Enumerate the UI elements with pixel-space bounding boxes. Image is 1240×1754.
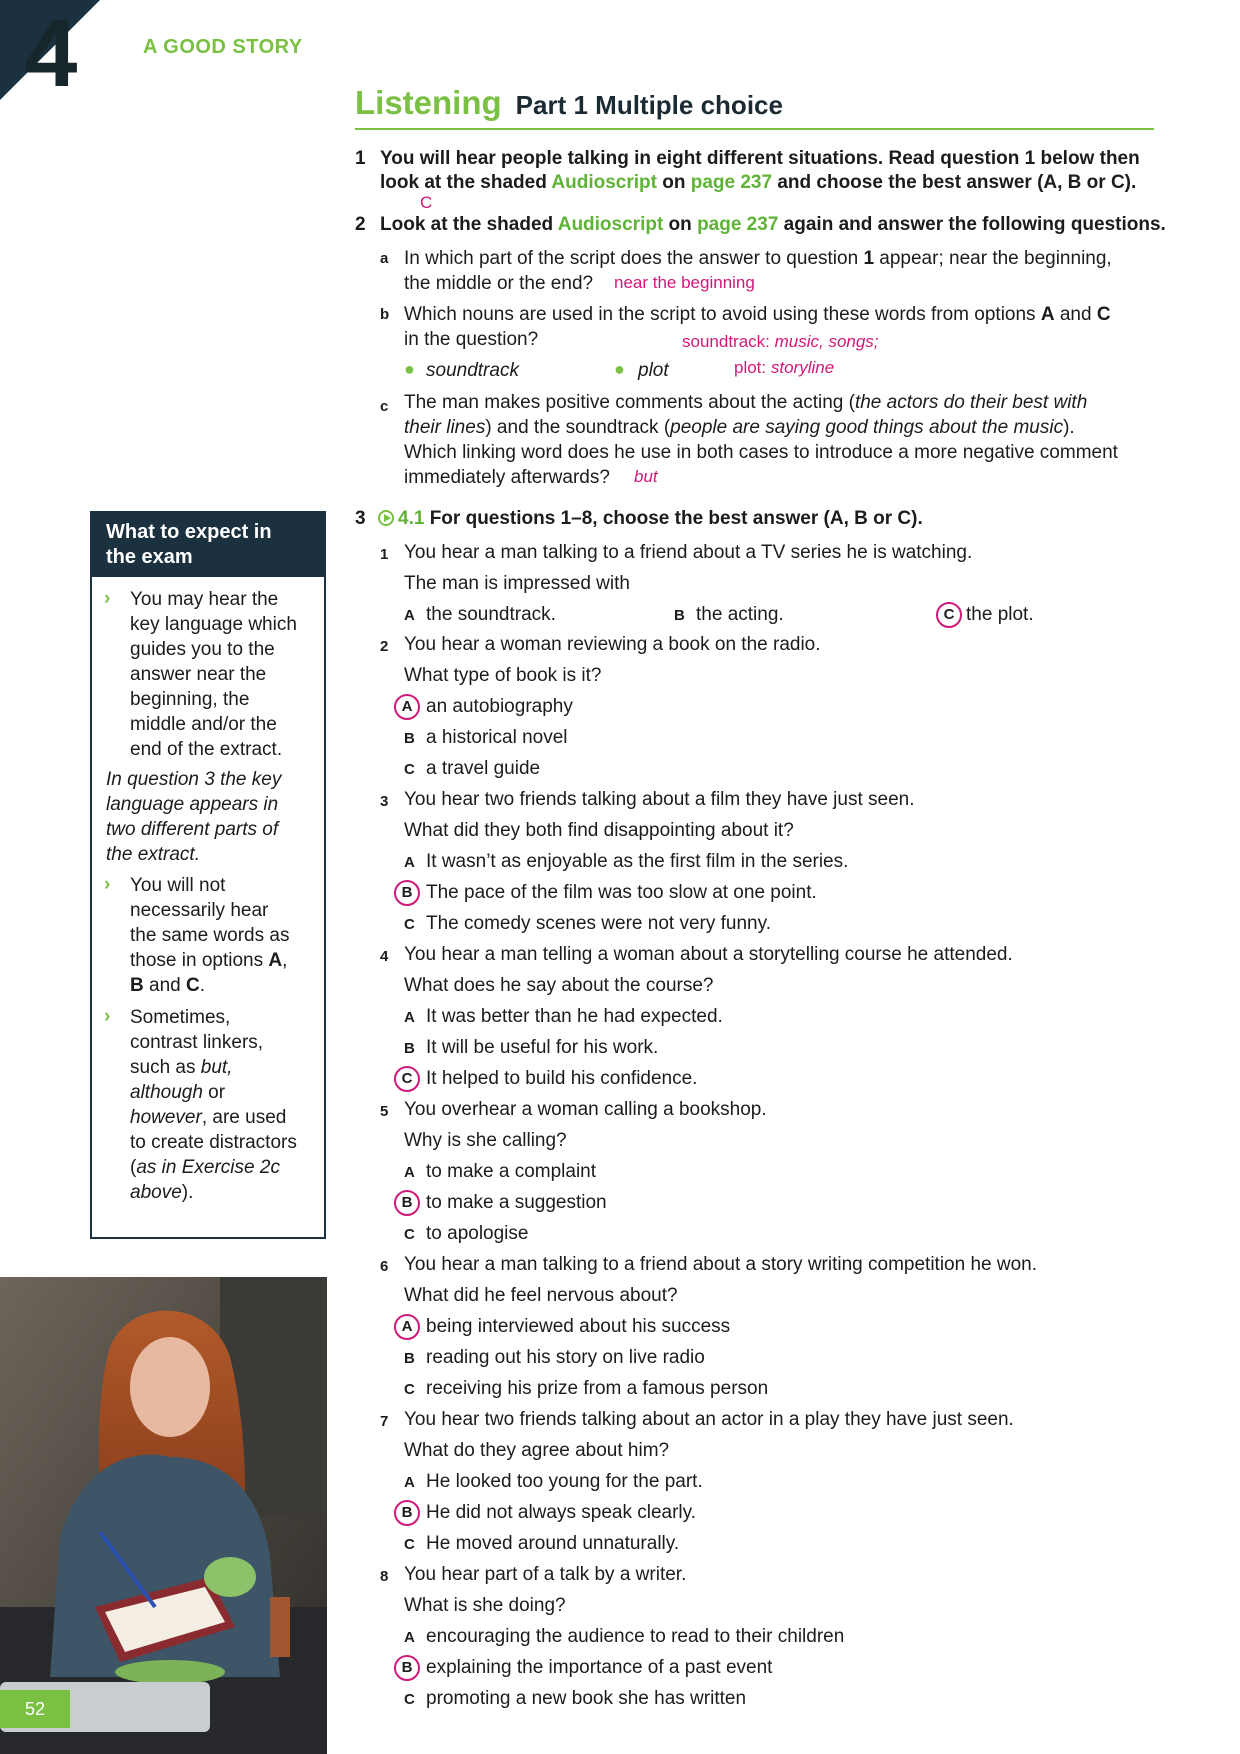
question-text: What do they agree about him? bbox=[404, 1440, 670, 1461]
option-b[interactable]: B He did not always speak clearly. bbox=[394, 1500, 696, 1525]
unit-number: 4 bbox=[24, 0, 74, 107]
ex3-number: 3 bbox=[355, 508, 366, 529]
bullet-icon: ● bbox=[614, 359, 625, 379]
ex2c-line2: their lines) and the soundtrack (people are saying good things about the music). bbox=[404, 417, 1075, 438]
bullet-icon: ● bbox=[404, 359, 415, 379]
tip-note: In question 3 the key language appears in two different parts of the extract. bbox=[106, 769, 282, 865]
ex2a-line2: the middle or the end? bbox=[404, 273, 594, 294]
ex2b-line1: Which nouns are used in the script to avoid using these words from options A and C bbox=[404, 304, 1111, 325]
ex2b-line2: in the question? bbox=[404, 329, 539, 350]
question-number: 7 bbox=[380, 1413, 389, 1430]
question-stem: You hear part of a talk by a writer. bbox=[404, 1564, 687, 1585]
chevron-right-icon: › bbox=[104, 874, 111, 895]
ex2c-label: c bbox=[380, 398, 389, 415]
option-b[interactable]: B The pace of the film was too slow at one point. bbox=[394, 880, 817, 905]
ex2b-label: b bbox=[380, 306, 390, 323]
option-a[interactable]: A It wasn’t as enjoyable as the first film in the series. bbox=[404, 851, 849, 872]
section-subtitle: Part 1 Multiple choice bbox=[515, 90, 783, 120]
option-a[interactable]: A It was better than he had expected. bbox=[404, 1006, 723, 1027]
answer-circle: B bbox=[394, 1500, 420, 1526]
option-c[interactable]: C The comedy scenes were not very funny. bbox=[404, 913, 771, 934]
question-stem: You hear a man telling a woman about a storytelling course he attended. bbox=[404, 944, 1013, 965]
unit-title: A GOOD STORY bbox=[143, 36, 303, 58]
chevron-right-icon: › bbox=[104, 588, 111, 609]
question-text: What does he say about the course? bbox=[404, 975, 714, 996]
option-a[interactable]: A encouraging the audience to read to their children bbox=[404, 1626, 845, 1647]
question-number: 5 bbox=[380, 1103, 389, 1120]
question-stem: You hear a man talking to a friend about a story writing competition he won. bbox=[404, 1254, 1038, 1275]
question-number: 1 bbox=[380, 546, 389, 563]
option-a[interactable]: A the soundtrack. bbox=[404, 604, 556, 625]
ex3-heading: 4.1 For questions 1–8, choose the best answer (A, B or C). bbox=[378, 506, 923, 531]
question-number: 2 bbox=[380, 638, 389, 655]
section-title: Listening bbox=[355, 84, 502, 121]
tip-point-2: You will not necessarily hear the same words as those in options A, B and C. bbox=[130, 875, 290, 996]
ex1-line1: You will hear people talking in eight different situations. Read question 1 below then bbox=[380, 148, 1140, 169]
section-heading bbox=[355, 84, 783, 122]
question-text: What did they both find disappointing about it? bbox=[404, 820, 794, 841]
ex2a-label: a bbox=[380, 250, 389, 267]
question-stem: You hear a man talking to a friend about a TV series he is watching. bbox=[404, 542, 973, 563]
ex2c-line1: The man makes positive comments about the acting (the actors do their best with bbox=[404, 392, 1088, 413]
option-c[interactable]: C the plot. bbox=[936, 602, 1034, 627]
question-text: What did he feel nervous about? bbox=[404, 1285, 678, 1306]
question-number: 8 bbox=[380, 1568, 389, 1585]
ex1-line2: look at the shaded Audioscript on page 237 and choose the best answer (A, B or C). bbox=[380, 172, 1137, 193]
question-text: Why is she calling? bbox=[404, 1130, 567, 1151]
option-a[interactable]: A He looked too young for the part. bbox=[404, 1471, 703, 1492]
ex2a-line1: In which part of the script does the answer to question 1 appear; near the beginning, bbox=[404, 248, 1112, 269]
audioscript-link[interactable]: Audioscript bbox=[557, 214, 664, 235]
option-c[interactable]: C a travel guide bbox=[404, 758, 541, 779]
tip-point-1: You may hear the key language which guides you to the answer near the beginning, the middle and/or the end of the extract. bbox=[130, 589, 297, 760]
question-number: 6 bbox=[380, 1258, 389, 1275]
question-number: 4 bbox=[380, 948, 389, 965]
chevron-right-icon: › bbox=[104, 1006, 111, 1027]
ex2b-word1: soundtrack bbox=[426, 360, 519, 381]
question-text: What type of book is it? bbox=[404, 665, 602, 686]
option-c[interactable]: C It helped to build his confidence. bbox=[394, 1066, 697, 1091]
ex1-number: 1 bbox=[355, 148, 366, 169]
ex2b-answer1: soundtrack: music, songs; bbox=[682, 332, 879, 351]
ex2c-answer: but bbox=[634, 467, 658, 486]
option-a[interactable]: A to make a complaint bbox=[404, 1161, 597, 1182]
question-text: The man is impressed with bbox=[404, 573, 630, 594]
question-stem: You hear two friends talking about an actor in a play they have just seen. bbox=[404, 1409, 1014, 1430]
option-c[interactable]: C He moved around unnaturally. bbox=[404, 1533, 680, 1554]
answer-circle: C bbox=[394, 1066, 420, 1092]
photo-woman-writing bbox=[0, 1277, 327, 1754]
exam-tip-title: What to expect in the exam bbox=[106, 521, 272, 568]
audio-play-icon[interactable] bbox=[378, 510, 394, 526]
answer-circle: A bbox=[394, 1314, 420, 1340]
option-b[interactable]: B explaining the importance of a past event bbox=[394, 1655, 772, 1680]
ex2b-answer2: plot: storyline bbox=[734, 358, 835, 377]
answer-circle: C bbox=[936, 602, 962, 628]
option-b[interactable]: B the acting. bbox=[674, 604, 784, 625]
question-stem: You hear two friends talking about a film they have just seen. bbox=[404, 789, 915, 810]
option-c[interactable]: C receiving his prize from a famous person bbox=[404, 1378, 769, 1399]
ex2c-line3: Which linking word does he use in both cases to introduce a more negative comment bbox=[404, 442, 1118, 463]
option-b[interactable]: B to make a suggestion bbox=[394, 1190, 607, 1215]
question-text: What is she doing? bbox=[404, 1595, 566, 1616]
audioscript-link[interactable]: Audioscript bbox=[551, 172, 657, 193]
option-c[interactable]: C to apologise bbox=[404, 1223, 529, 1244]
question-number: 3 bbox=[380, 793, 389, 810]
ex2a-answer: near the beginning bbox=[614, 273, 755, 292]
ex2b-word2: plot bbox=[638, 360, 669, 381]
page-link[interactable]: page 237 bbox=[697, 214, 779, 235]
option-b[interactable]: B reading out his story on live radio bbox=[404, 1347, 705, 1368]
option-b[interactable]: B a historical novel bbox=[404, 727, 568, 748]
question-stem: You overhear a woman calling a bookshop. bbox=[404, 1099, 767, 1120]
answer-circle: B bbox=[394, 880, 420, 906]
page-number: 52 bbox=[24, 1699, 46, 1719]
answer-circle: B bbox=[394, 1190, 420, 1216]
audio-track[interactable]: 4.1 bbox=[398, 508, 425, 529]
question-stem: You hear a woman reviewing a book on the radio. bbox=[404, 634, 821, 655]
ex2-instruction: Look at the shaded Audioscript on page 237 again and answer the following questions. bbox=[380, 214, 1166, 235]
option-a[interactable]: A being interviewed about his success bbox=[394, 1314, 730, 1339]
ex2c-line4: immediately afterwards? bbox=[404, 467, 610, 488]
option-b[interactable]: B It will be useful for his work. bbox=[404, 1037, 659, 1058]
section-rule bbox=[355, 128, 1154, 130]
option-c[interactable]: C promoting a new book she has written bbox=[404, 1688, 747, 1709]
ex2-number: 2 bbox=[355, 214, 366, 235]
ex1-answer: C bbox=[420, 193, 433, 212]
tip-point-3: Sometimes, contrast linkers, such as but, although or however, are used to create distractors (as in Exercise 2c above). bbox=[130, 1007, 297, 1203]
answer-circle: B bbox=[394, 1655, 420, 1681]
option-a[interactable]: A an autobiography bbox=[394, 694, 573, 719]
answer-circle: A bbox=[394, 694, 420, 720]
page-link[interactable]: page 237 bbox=[690, 172, 773, 193]
